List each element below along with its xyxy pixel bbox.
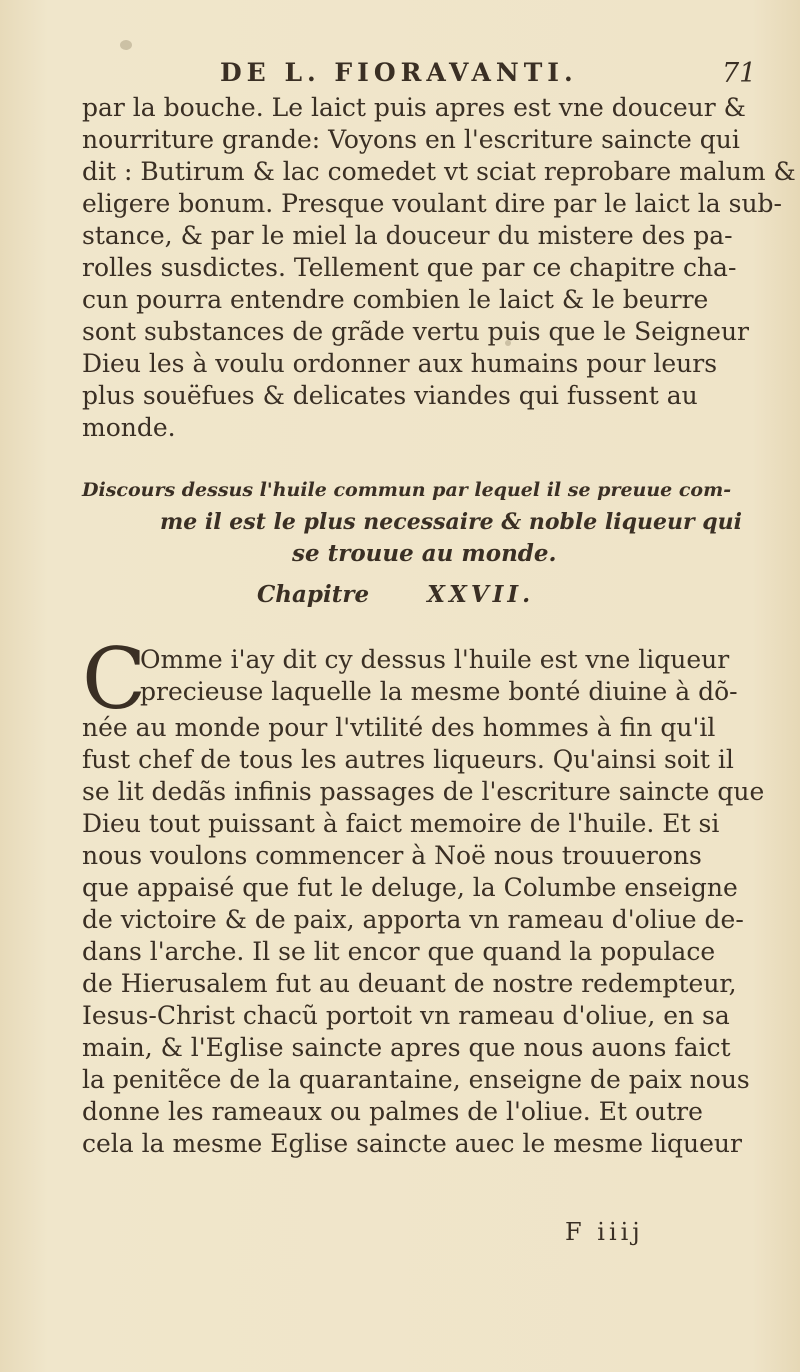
text-line: que appaisé que fut le deluge, la Columbe enseigne — [82, 873, 738, 902]
signature-mark: F iiij — [565, 1218, 644, 1246]
text-line: dit : Butirum & lac comedet vt sciat reprobare malum & — [82, 157, 796, 186]
text-line: la penitẽce de la quarantaine, enseigne de paix nous — [82, 1065, 750, 1094]
text-line: nous voulons commencer à Noë nous trouuerons — [82, 841, 702, 870]
text-line: de victoire & de paix, apporta vn rameau d'oliue de- — [82, 905, 744, 934]
heading-line: me il est le plus necessaire & noble liqueur qui — [160, 509, 742, 535]
text-line: rolles susdictes. Tellement que par ce chapitre cha- — [82, 253, 737, 282]
text-line: precieuse laquelle la mesme bonté diuine à dõ- — [140, 677, 738, 706]
text-line: cun pourra entendre combien le laict & le beurre — [82, 285, 709, 314]
heading-line: Discours dessus l'huile commun par lequel il se preuue com- — [82, 479, 732, 501]
text-line: née au monde pour l'vtilité des hommes à fin qu'il — [82, 713, 716, 742]
text-line: donne les rameaux ou palmes de l'oliue. Et outre — [82, 1097, 703, 1126]
chapter-heading — [82, 474, 742, 616]
chapter-label: Chapitre — [257, 581, 370, 608]
chapter-title — [82, 574, 742, 616]
text-line: main, & l'Eglise saincte apres que nous auons faict — [82, 1033, 731, 1062]
text-line: Iesus-Christ chacũ portoit vn rameau d'oliue, en sa — [82, 1001, 730, 1030]
heading-line: se trouue au monde. — [292, 540, 557, 567]
running-head: DE L. FIORAVANTI. — [220, 58, 578, 87]
text-line: nourriture grande: Voyons en l'escriture saincte qui — [82, 125, 740, 154]
page-number: 71 — [722, 58, 757, 89]
paragraph-continued — [82, 92, 796, 444]
text-line: de Hierusalem fut au deuant de nostre redempteur, — [82, 969, 737, 998]
text-line: sont substances de grãde vertu puis que le Seigneur — [82, 317, 750, 346]
text-line: stance, & par le miel la douceur du mistere des pa- — [82, 221, 733, 250]
text-line: fust chef de tous les autres liqueurs. Qu'ainsi soit il — [82, 745, 734, 774]
drop-cap: C — [82, 630, 147, 728]
text-line: se lit dedãs infinis passages de l'escriture saincte que — [82, 777, 765, 806]
text-line: Dieu les à voulu ordonner aux humains pour leurs — [82, 349, 718, 378]
chapter-number: XXVII. — [427, 581, 535, 608]
text-line: monde. — [82, 413, 176, 442]
text-line: dans l'arche. Il se lit encor que quand la populace — [82, 937, 716, 966]
text-line: par la bouche. Le laict puis apres est vne douceur & — [82, 93, 746, 122]
text-line: cela la mesme Eglise saincte auec le mesme liqueur — [82, 1129, 742, 1158]
text-line: Omme i'ay dit cy dessus l'huile est vne liqueur — [140, 645, 730, 674]
text-line: plus souëfues & delicates viandes qui fussent au — [82, 381, 698, 410]
text-line: Dieu tout puissant à faict memoire de l'huile. Et si — [82, 809, 720, 838]
chapter-body — [82, 630, 765, 1160]
text-line: eligere bonum. Presque voulant dire par le laict la sub- — [82, 189, 782, 218]
paper-stain — [120, 40, 132, 50]
